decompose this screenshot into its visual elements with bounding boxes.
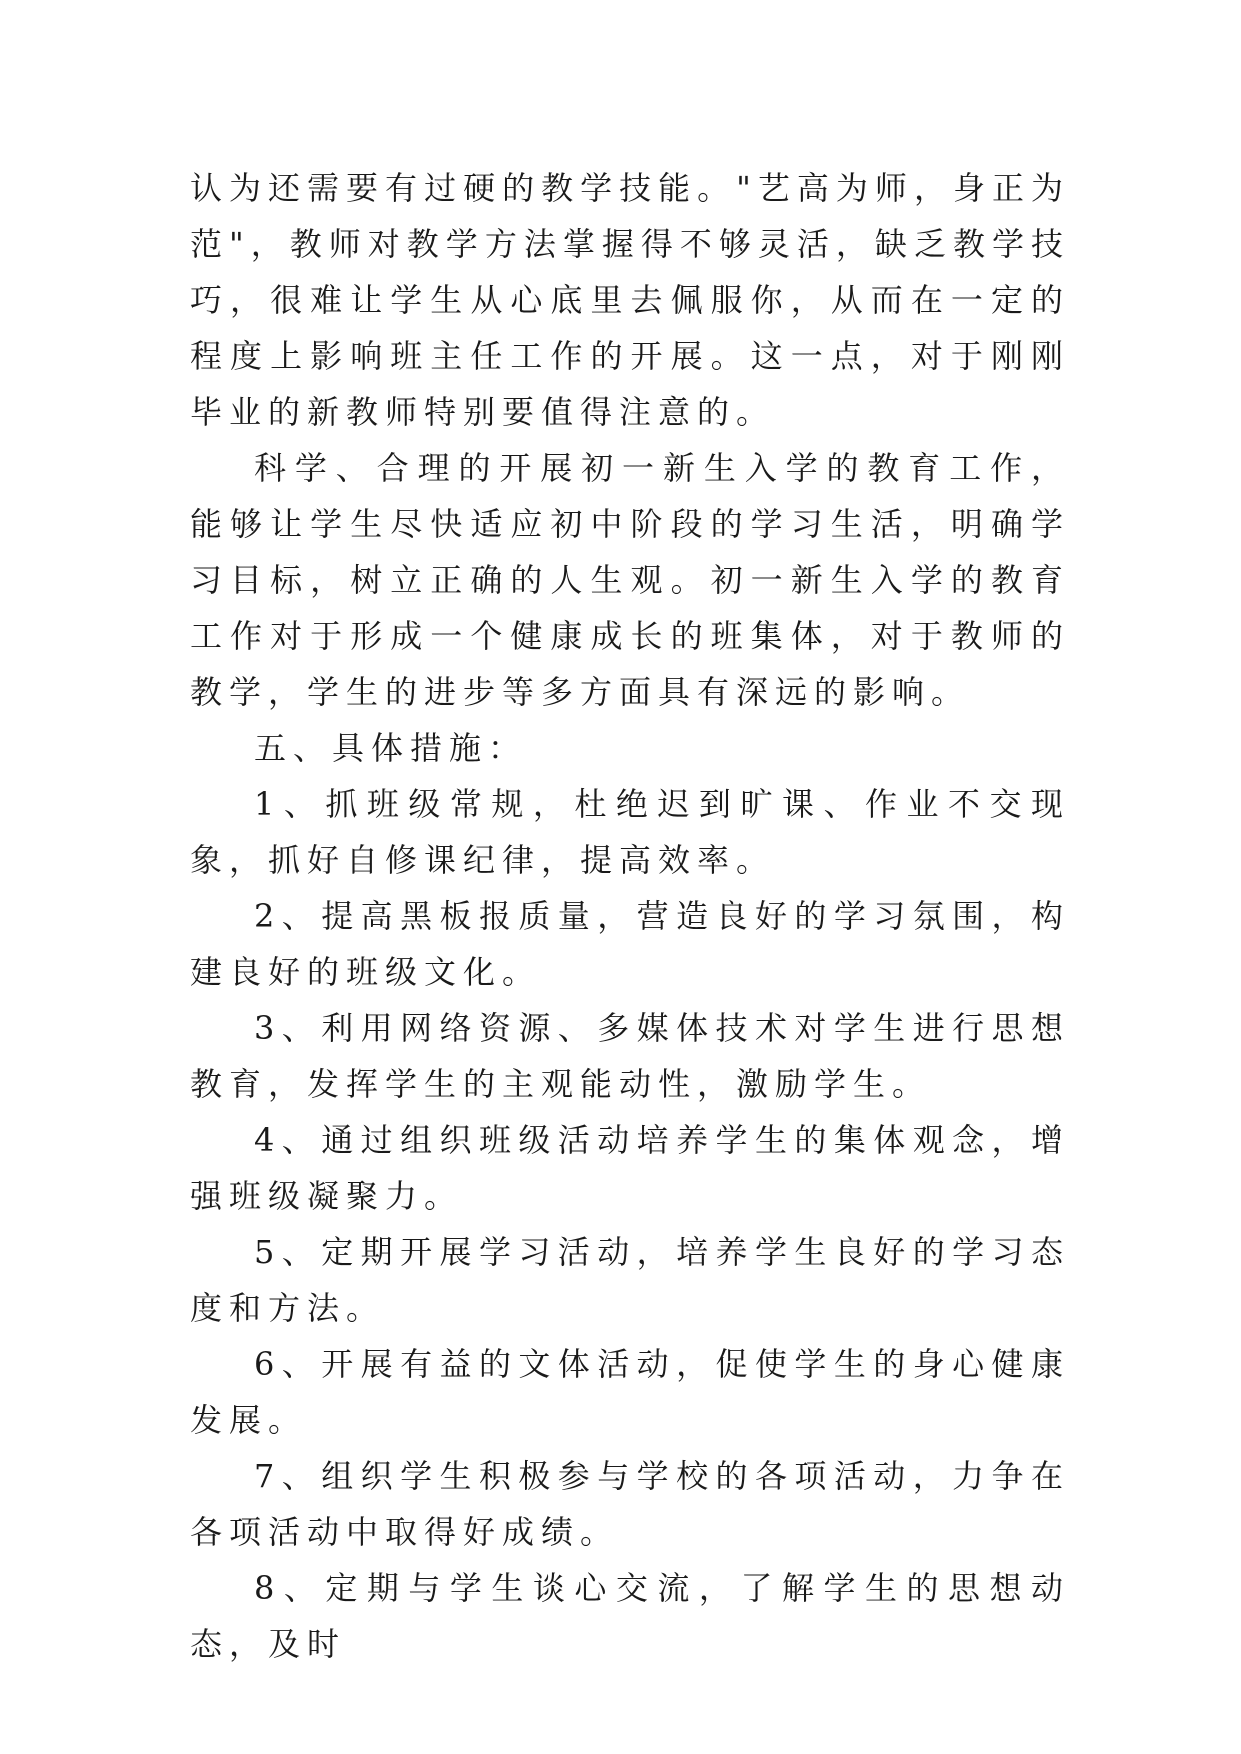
document-body: [190, 160, 1070, 1672]
measure-item-1: 1、抓班级常规，杜绝迟到旷课、作业不交现象，抓好自修课纪律，提高效率。: [190, 785, 1070, 879]
paragraph-orientation-education: 科学、合理的开展初一新生入学的教育工作，能够让学生尽快适应初中阶段的学习生活，明确学习目标，树立正确的人生观。初一新生入学的教育工作对于形成一个健康成长的班集体，对于教师的教学，学生的进步等多方面具有深远的影响。: [190, 449, 1070, 711]
measure-item-5: 5、定期开展学习活动，培养学生良好的学习态度和方法。: [190, 1233, 1070, 1327]
measure-item-7: 7、组织学生积极参与学校的各项活动，力争在各项活动中取得好成绩。: [190, 1457, 1070, 1551]
measure-item-4: 4、通过组织班级活动培养学生的集体观念，增强班级凝聚力。: [190, 1121, 1070, 1215]
measure-item-2: 2、提高黑板报质量，营造良好的学习氛围，构建良好的班级文化。: [190, 897, 1070, 991]
measure-item-8: 8、定期与学生谈心交流，了解学生的思想动态，及时: [190, 1569, 1070, 1663]
section-heading-measures: 五、具体措施：: [254, 729, 528, 767]
paragraph-teaching-skills: 认为还需要有过硬的教学技能。"艺高为师，身正为范"，教师对教学方法掌握得不够灵活，缺乏教学技巧，很难让学生从心底里去佩服你，从而在一定的程度上影响班主任工作的开展。这一点，对于刚刚毕业的新教师特别要值得注意的。: [190, 169, 1070, 431]
measure-item-6: 6、开展有益的文体活动，促使学生的身心健康发展。: [190, 1345, 1070, 1439]
measure-item-3: 3、利用网络资源、多媒体技术对学生进行思想教育，发挥学生的主观能动性，激励学生。: [190, 1009, 1070, 1103]
